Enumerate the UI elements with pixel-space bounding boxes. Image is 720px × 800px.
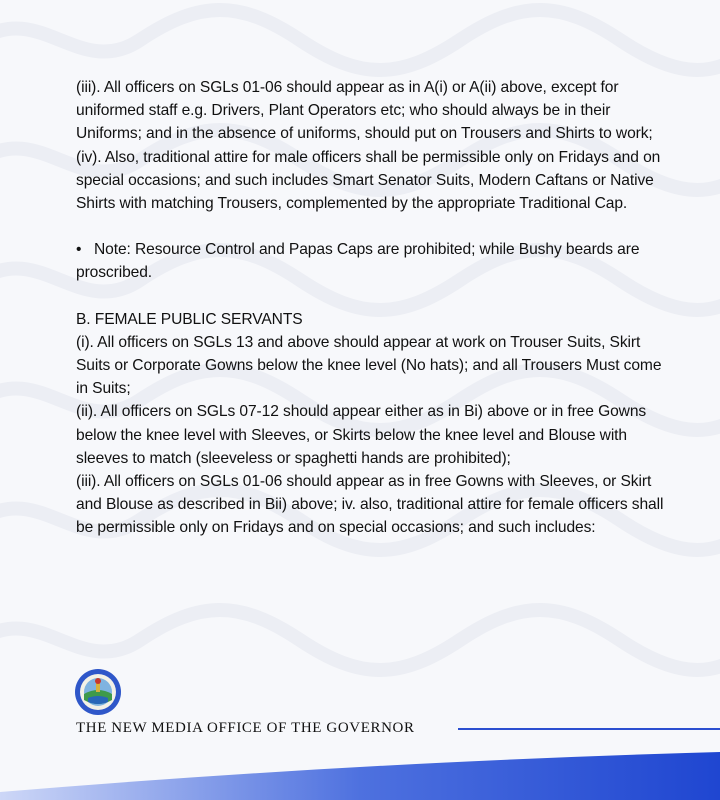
paragraph-a-iii: (iii). All officers on SGLs 01-06 should appear as in A(i) or A(ii) above, except for uniformed staff e.g. Drivers, Plant Operators etc; who should always be in their Uniforms; and in the absence of uniforms, should put on Trousers and Shirts to work; — [76, 79, 653, 143]
state-seal-icon — [74, 668, 122, 716]
note-text: Note: Resource Control and Papas Caps are prohibited; while Bushy beards are proscribed. — [76, 241, 640, 282]
footer-divider — [458, 728, 720, 730]
document-body — [76, 76, 676, 540]
paragraph-a-iv: (iv). Also, traditional attire for male officers shall be permissible only on Fridays and on special occasions; and such includes Smart Senator Suits, Modern Caftans or Native Shirts with matching Trousers, complemented by the appropriate Traditional Cap. — [76, 148, 661, 213]
note-paragraph — [76, 238, 676, 284]
footer-office-name: THE NEW MEDIA OFFICE OF THE GOVERNOR — [76, 720, 415, 736]
paragraph-b-i: (i). All officers on SGLs 13 and above should appear at work on Trouser Suits, Skirt Suits or Corporate Gowns below the knee level (No hats); and all Trousers Must come in Suits; — [76, 333, 662, 398]
section-heading-female: B. FEMALE PUBLIC SERVANTS — [76, 310, 303, 328]
paragraph-b-iii: (iii). All officers on SGLs 01-06 should appear as in free Gowns with Sleeves, or Skirt and Blouse as described in Bii) above; iv. also, traditional attire for female officers shall be permissible only on Fridays and on special occasions; and such includes: — [76, 473, 664, 537]
bottom-wave-band — [0, 752, 720, 800]
bullet-icon: • — [76, 241, 82, 259]
paragraph-b-ii: (ii). All officers on SGLs 07-12 should appear either as in Bi) above or in free Gowns below the knee level with Sleeves, or Skirts below the knee level and Blouse with sleeves to match (sleeveless or spaghetti hands are prohibited); — [76, 403, 647, 467]
